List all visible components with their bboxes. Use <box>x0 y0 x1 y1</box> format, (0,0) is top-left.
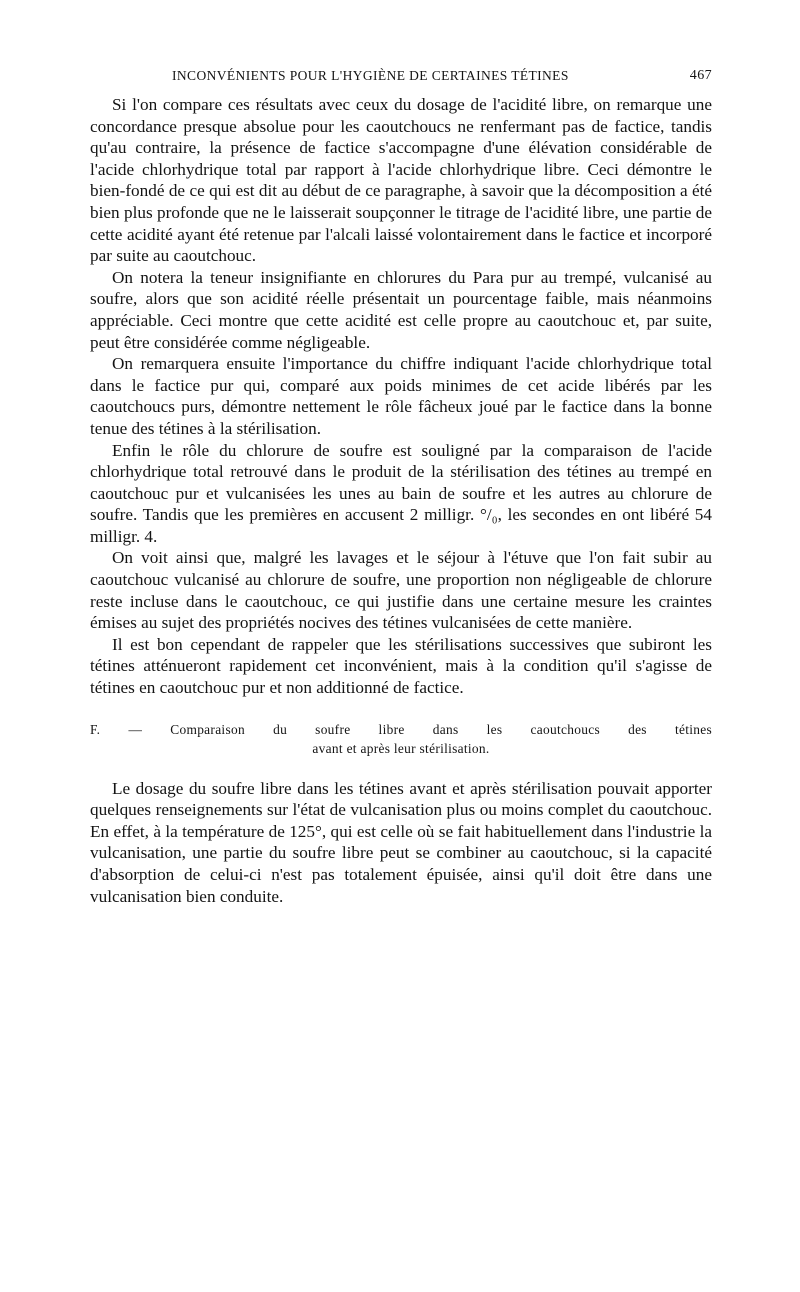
section-heading-line-1: F. — Comparaison du soufre libre dans les caoutchoucs des tétines <box>90 721 712 737</box>
document-page <box>90 68 712 1268</box>
paragraph-comparison-acidity: Si l'on compare ces résultats avec ceux du dosage de l'acidité libre, on remarque une concordance presque absolue pour les caoutchoucs ne renfermant pas de factice, tandis qu'au contraire, la présence de factice s'accompagne d'une élévation considérable de l'acide chlorhydrique total par rapport à l'acide chlorhydrique libre. Ceci démontre le bien-fondé de ce qui est dit au début de ce paragraphe, à savoir que la décomposition a été bien plus profonde que ne le laisserait soupçonner le titrage de l'acidité libre, une partie de cette acidité ayant été retenue par l'alcali laissé volontairement dans le factice et incorporé par suite au caoutchouc. <box>90 95 712 266</box>
running-title: INCONVÉNIENTS POUR L'HYGIÈNE DE CERTAINES TÉTINES <box>172 68 569 83</box>
paragraph-para-chlorides: On notera la teneur insignifiante en chlorures du Para pur au trempé, vulcanisé au soufre, alors que son acidité réelle présentait un pourcentage faible, mais néanmoins appréciable. Ceci montre que cette acidité est celle propre au caoutchouc et, par suite, peut être considérée comme négligeable. <box>90 267 712 352</box>
paragraph-sterilisations: Il est bon cependant de rappeler que les stérilisations successives que subiront les tétines atténueront rapidement cet inconvénient, mais à la condition qu'il s'agisse de tétines en caoutchouc pur et non additionné de factice. <box>90 634 712 698</box>
section-heading <box>90 720 712 758</box>
paragraph-factice-role: On remarquera ensuite l'importance du chiffre indiquant l'acide chlorhydrique total dans le factice pur qui, comparé aux poids minimes de cet acide libérés par les caoutchoucs purs, démontre nettement le rôle fâcheux joué par le factice dans la bonne tenue des tétines à la stérilisation. <box>90 354 712 438</box>
running-head <box>90 68 712 92</box>
paragraph-lavages: On voit ainsi que, malgré les lavages et le séjour à l'étuve que l'on fait subir au caoutchouc vulcanisé au chlorure de soufre, une proportion non négligeable de chlorure reste incluse dans le caoutchouc, ce qui justifie dans une certaine mesure les craintes émises au sujet des propriétés nocives des tétines vulcanisées de cette manière. <box>90 548 712 633</box>
paragraph-dosage-soufre: Le dosage du soufre libre dans les tétines avant et après stérilisation pouvait apporter quelques renseignements sur l'état de vulcanisation plus ou moins complet du caoutchouc. En effet, à la température de 125°, qui est celle où se fait habituellement dans l'industrie la vulcanisation, une partie du soufre libre peut se combiner au caoutchouc, si la capacité d'absorption de celui-ci n'est pas totalement épuisée, ainsi qu'il doit être dans une vulcanisation bien conduite. <box>90 778 712 906</box>
paragraph-chlorure-soufre: Enfin le rôle du chlorure de soufre est souligné par la comparaison de l'acide chlorhydrique total retrouvé dans le produit de la stérilisation des tétines au trempé en caoutchouc pur et vulcanisées les unes au bain de soufre et les autres au chlorure de soufre. Tandis que les premières en accusent 2 milligr. °/₀, les secondes en ont libéré 54 milligr. 4. <box>90 440 712 546</box>
body-text <box>90 94 712 907</box>
section-heading-line-2: avant et après leur stérilisation. <box>312 740 490 756</box>
page-number: 467 <box>689 68 712 83</box>
